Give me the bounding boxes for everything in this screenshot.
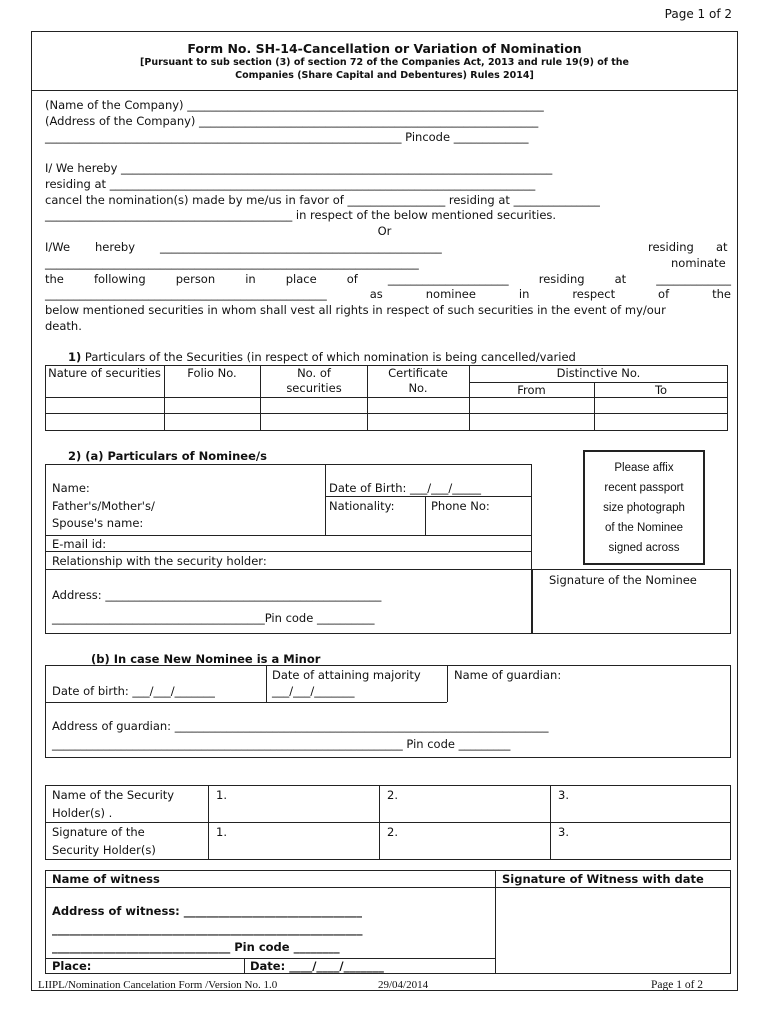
holders-col-divider: [379, 785, 380, 860]
witness-place-field[interactable]: Place:: [52, 959, 92, 973]
cancel-nomination-line[interactable]: cancel the nomination(s) made by me/us in favor of _________________ residing at _______________: [45, 193, 600, 207]
vary-word-iwe: I/We: [45, 240, 71, 254]
witness-pincode-field[interactable]: _______________________________ Pin code ________: [52, 940, 340, 954]
header-nature-of-securities: Nature of securities: [48, 366, 161, 380]
vary-word-nominate: nominate: [671, 256, 726, 270]
form-subtitle-2: Companies (Share Capital and Debentures) Rules 2014]: [235, 70, 534, 81]
witness-col-divider: [244, 958, 245, 974]
holders-col-divider: [550, 785, 551, 860]
nominee-signature-label: Signature of the Nominee: [549, 573, 697, 587]
photo-text-line: size photograph: [603, 502, 685, 514]
holder-signature-label-2: Security Holder(s): [52, 843, 156, 857]
nominee-father-label: Father's/Mother's/: [52, 499, 155, 513]
cancel-holder-name-line[interactable]: I/ We hereby ___________________________________________________________________________: [45, 161, 553, 175]
vary-following-person-line[interactable]: the following person in place of _____________________ residing at _____________: [45, 272, 731, 286]
page-number-header: Page 1 of 2: [664, 7, 732, 21]
photo-instructions: [585, 452, 703, 558]
holder-name-2[interactable]: 2.: [387, 788, 398, 802]
header-certificate-no: Certificate No.: [388, 366, 448, 395]
vary-death-text: death.: [45, 319, 82, 333]
holder-signature-label-1: Signature of the: [52, 825, 145, 839]
nominee-col-divider: [425, 496, 426, 535]
minor-majority-date-field[interactable]: ___/___/_______: [272, 684, 355, 698]
vary-word-at: at: [716, 240, 728, 254]
header-from: From: [517, 383, 546, 397]
nominee-nationality-label[interactable]: Nationality:: [329, 499, 395, 513]
nominee-row-divider: [45, 551, 532, 552]
holder-name-1[interactable]: 1.: [216, 788, 227, 802]
holder-name-3[interactable]: 3.: [558, 788, 569, 802]
nominee-pincode-field[interactable]: _____________________________________Pin code __________: [52, 611, 375, 625]
holder-signature-3[interactable]: 3.: [558, 825, 569, 839]
witness-date-field[interactable]: Date: ____/____/_______: [250, 959, 384, 973]
minor-dob-field[interactable]: Date of birth: ___/___/_______: [52, 684, 215, 698]
nominee-email-label[interactable]: E-mail id:: [52, 537, 107, 551]
holder-signature-1[interactable]: 1.: [216, 825, 227, 839]
footer-page-number: Page 1 of 2: [651, 979, 704, 991]
footer-date: 29/04/2014: [378, 979, 429, 991]
minor-section-title: (b) In case New Nominee is a Minor: [91, 652, 321, 666]
header-distinctive-no: Distinctive No.: [556, 366, 641, 380]
nominee-address-field[interactable]: Address: ________________________________________________: [52, 588, 382, 602]
vary-word-hereby: hereby: [95, 240, 136, 254]
witness-address-field[interactable]: Address of witness: _______________________________: [52, 904, 363, 918]
table-row-divider: [45, 413, 728, 414]
photo-text-line: recent passport: [604, 482, 684, 494]
guardian-pincode-field[interactable]: _____________________________________________________________ Pin code _________: [52, 737, 511, 751]
photo-box[interactable]: [583, 450, 705, 565]
holders-row-divider: [45, 822, 731, 823]
nominee-row-divider: [45, 535, 532, 536]
holder-signature-2[interactable]: 2.: [387, 825, 398, 839]
company-name-field[interactable]: (Name of the Company) ______________________________________________________________: [45, 98, 544, 112]
guardian-address-field[interactable]: Address of guardian: _________________________________________________________________: [52, 719, 549, 733]
securities-section-number: 1): [68, 350, 82, 364]
nominee-col-divider: [325, 464, 326, 535]
or-separator: Or: [377, 224, 392, 238]
nominee-relationship-label[interactable]: Relationship with the security holder:: [52, 554, 267, 568]
cancel-residing-line[interactable]: residing at __________________________________________________________________________: [45, 177, 536, 191]
vary-word-residing: residing: [648, 240, 694, 254]
table-col-divider: [260, 365, 261, 431]
witness-name-label[interactable]: Name of witness: [52, 872, 160, 886]
holder-name-label-2: Holder(s) .: [52, 806, 113, 820]
minor-majority-label: Date of attaining majority: [272, 668, 421, 682]
vary-vest-rights-text: below mentioned securities in whom shall vest all rights in respect of such securities in the event of my/our: [45, 303, 666, 317]
header-folio-no: Folio No.: [187, 366, 237, 380]
header-no-of-securities: No. of securities: [286, 366, 342, 395]
table-col-divider: [367, 365, 368, 431]
title-divider: [31, 90, 738, 91]
vary-residing-field[interactable]: _________________________________________________________________: [45, 256, 419, 270]
form-title: Form No. SH-14-Cancellation or Variation of Nomination: [187, 41, 582, 56]
witness-address-line-2[interactable]: ______________________________________________________: [52, 922, 363, 936]
nominee-section-title: 2) (a) Particulars of Nominee/s: [68, 449, 267, 463]
minor-row-divider: [45, 702, 447, 703]
minor-col-divider: [266, 665, 267, 702]
company-address-field[interactable]: (Address of the Company) ___________________________________________________________: [45, 114, 539, 128]
holder-name-label-1: Name of the Security: [52, 788, 175, 802]
nominee-name-label[interactable]: Name:: [52, 481, 90, 495]
cancel-securities-line[interactable]: ___________________________________________ in respect of the below mentioned securities.: [45, 208, 557, 222]
securities-section-title: [68, 350, 576, 364]
header-to: To: [654, 383, 668, 397]
securities-section-text: Particulars of the Securities (in respect of which nomination is being cancelled/varied: [81, 350, 576, 364]
vary-nominee-line[interactable]: _________________________________________________ as nominee in respect of the: [45, 287, 731, 301]
footer-form-version: LIIPL/Nomination Cancelation Form /Version No. 1.0: [38, 979, 278, 991]
witness-signature-label[interactable]: Signature of Witness with date: [502, 872, 704, 886]
company-pincode-field[interactable]: ______________________________________________________________ Pincode _____________: [45, 130, 529, 144]
witness-row-divider: [45, 887, 731, 888]
vary-holder-name-field[interactable]: _________________________________________________: [160, 240, 442, 254]
nominee-dob-field[interactable]: Date of Birth: ___/___/_____: [329, 481, 482, 495]
minor-col-divider: [447, 665, 448, 702]
nominee-spouse-label[interactable]: Spouse's name:: [52, 516, 144, 530]
witness-col-divider: [495, 870, 496, 974]
nominee-row-divider: [45, 569, 532, 570]
form-subtitle-1: [Pursuant to sub section (3) of section 72 of the Companies Act, 2013 and rule 19(9) of the: [140, 57, 629, 68]
table-row-divider: [45, 397, 728, 398]
guardian-name-label[interactable]: Name of guardian:: [454, 668, 562, 682]
photo-text-line: Please affix: [614, 462, 674, 474]
holders-col-divider: [208, 785, 209, 860]
nominee-phone-label[interactable]: Phone No:: [431, 499, 490, 513]
nominee-row-divider: [325, 496, 532, 497]
photo-text-line: signed across: [608, 542, 680, 554]
photo-text-line: of the Nominee: [605, 522, 683, 534]
